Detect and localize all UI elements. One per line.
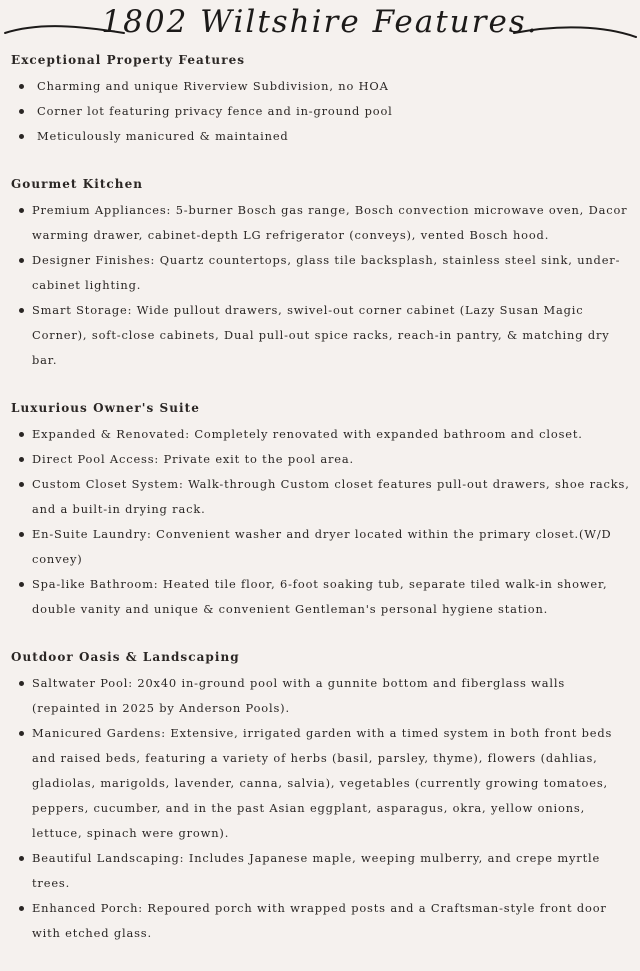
features-content [11,50,636,971]
feature-list [11,671,636,946]
feature-list [11,422,636,622]
list-item: Corner lot featuring privacy fence and in-ground pool [11,99,636,124]
feature-list [11,74,636,149]
list-item: Enhanced Porch: Repoured porch with wrapped posts and a Craftsman-style front door with etched glass. [11,896,636,946]
section-heading: Luxurious Owner's Suite [11,401,200,415]
list-item: En-Suite Laundry: Convenient washer and dryer located within the primary closet.(W/D convey) [11,522,636,572]
title-banner [0,0,640,48]
list-item: Smart Storage: Wide pullout drawers, swivel-out corner cabinet (Lazy Susan Magic Corner), soft-close cabinets, Dual pull-out spice racks, reach-in pantry, & matching dry bar. [11,298,636,373]
list-item: Spa-like Bathroom: Heated tile floor, 6-foot soaking tub, separate tiled walk-in shower, double vanity and unique & convenient Gentleman's personal hygiene station. [11,572,636,622]
section-heading: Gourmet Kitchen [11,177,144,191]
list-item: Premium Appliances: 5-burner Bosch gas range, Bosch convection microwave oven, Dacor warming drawer, cabinet-depth LG refrigerator (conveys), vented Bosch hood. [11,198,636,248]
list-item: Custom Closet System: Walk-through Custom closet features pull-out drawers, shoe racks, and a built-in drying rack. [11,472,636,522]
list-item: Saltwater Pool: 20x40 in-ground pool with a gunnite bottom and fiberglass walls (repainted in 2025 by Anderson Pools). [11,671,636,721]
section-heading: Outdoor Oasis & Landscaping [11,650,240,664]
feature-list [11,198,636,373]
list-item: Manicured Gardens: Extensive, irrigated garden with a timed system in both front beds and raised beds, featuring a variety of herbs (basil, parsley, thyme), flowers (dahlias, gladiolas, marigolds, lavender, canna, salvia), vegetables (currently growing tomatoes, peppers, cucumber, and in the past Asian eggplant, asparagus, okra, yellow onions, lettuce, spinach were grown). [11,721,636,846]
right-flourish-icon [510,0,640,48]
list-item: Charming and unique Riverview Subdivision, no HOA [11,74,636,99]
section-property [11,50,636,149]
section-owners-suite [11,398,636,622]
section-heading: Exceptional Property Features [11,53,246,67]
section-kitchen [11,174,636,373]
section-outdoor [11,647,636,946]
list-item: Expanded & Renovated: Completely renovated with expanded bathroom and closet. [11,422,636,447]
list-item: Designer Finishes: Quartz countertops, glass tile backsplash, stainless steel sink, under-cabinet lighting. [11,248,636,298]
list-item: Beautiful Landscaping: Includes Japanese maple, weeping mulberry, and crepe myrtle trees. [11,846,636,896]
list-item: Meticulously manicured & maintained [11,124,636,149]
page-title: 1802 Wiltshire Features. [101,4,539,40]
list-item: Direct Pool Access: Private exit to the pool area. [11,447,636,472]
